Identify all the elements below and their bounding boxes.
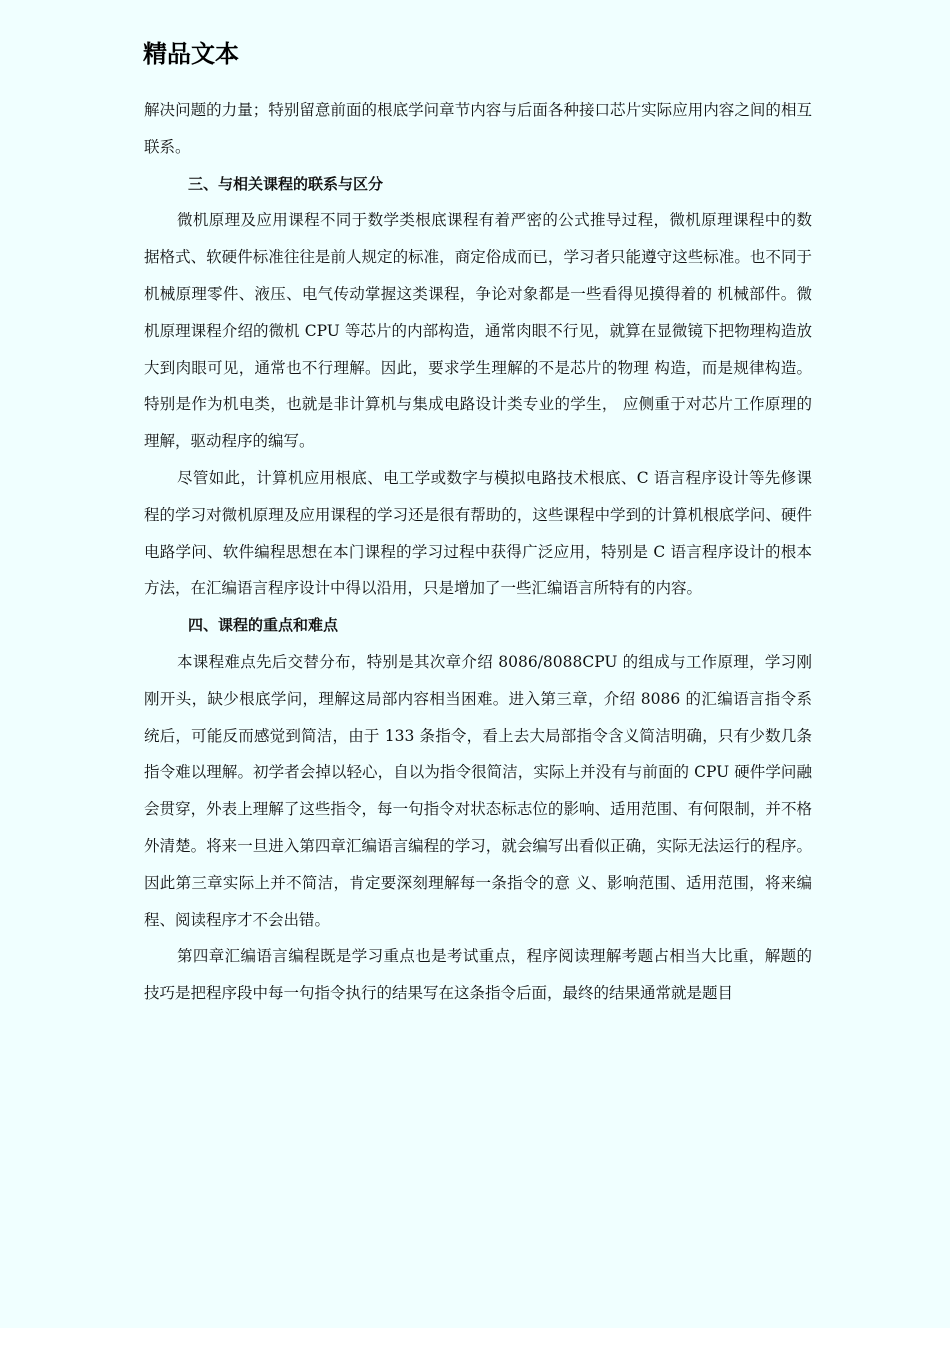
paragraph-prerequisites: 尽管如此，计算机应用根底、电工学或数字与模拟电路技术根底、C 语言程序设计等先修课程的学习对微机原理及应用课程的学习还是很有帮助的，这些课程中学到的计算机根底学问、硬件电路学问、软件编程思想在本门课程的学习过程中获得广泛应用，特别是 C 语言程序设计的根本方法，在汇编语言程序设计中得以沿用，只是增加了一些汇编语言所特有的内容。 xyxy=(144,468,812,598)
section-heading-4: 四、课程的重点和难点 xyxy=(188,616,339,635)
paragraph-difficulties: 本课程难点先后交替分布，特别是其次章介绍 8086/8088CPU 的组成与工作原理，学习刚刚开头，缺少根底学问，理解这局部内容相当困难。进入第三章，介绍 8086 的汇编语言指令系统后，可能反而感觉到简洁，由于 133 条指令，看上去大局部指令含义简洁明确，只有少数几条指令难以理解。初学者会掉以轻心，自以为指令很简洁，实际上并没有与前面的 CPU 硬件学问融会贯穿，外表上理解了这些指令，每一句指令对状态标志位的影响、适用范围、有何限制，并不格外清楚。将来一旦进入第四章汇编语言编程的学习，就会编写出看似正确，实际无法运行的程序。因此第三章实际上并不简洁，肯定要深刻理解每一条指令的意 义、影响范围、适用范围，将来编程、阅读程序才不会出错。 xyxy=(144,652,812,929)
paragraph-course-difference: 微机原理及应用课程不同于数学类根底课程有着严密的公式推导过程，微机原理课程中的数据格式、软硬件标准往往是前人规定的标准，商定俗成而已，学习者只能遵守这些标准。也不同于机械原理零件、液压、电气传动掌握这类课程，争论对象都是一些看得见摸得着的 机械部件。微机原理课程介绍的微机 CPU 等芯片的内部构造，通常肉眼不行见，就算在显微镜下把物理构造放大到肉眼可见，通常也不行理解。因此，要求学生理解的不是芯片的物理 构造，而是规律构造。特别是作为机电类，也就是非计算机与集成电路设计类专业的学生， 应侧重于对芯片工作原理的理解，驱动程序的编写。 xyxy=(144,211,812,451)
document-header-title: 精品文本 xyxy=(143,40,239,68)
paragraph-chapter-four: 第四章汇编语言编程既是学习重点也是考试重点，程序阅读理解考题占相当大比重，解题的技巧是把程序段中每一句指令执行的结果写在这条指令后面，最终的结果通常就是题目 xyxy=(144,947,812,1003)
document-body xyxy=(144,92,812,1012)
paragraph-continued: 解决问题的力量；特别留意前面的根底学问章节内容与后面各种接口芯片实际应用内容之间的相互联系。 xyxy=(144,101,812,156)
section-heading-3: 三、与相关课程的联系与区分 xyxy=(188,174,384,193)
